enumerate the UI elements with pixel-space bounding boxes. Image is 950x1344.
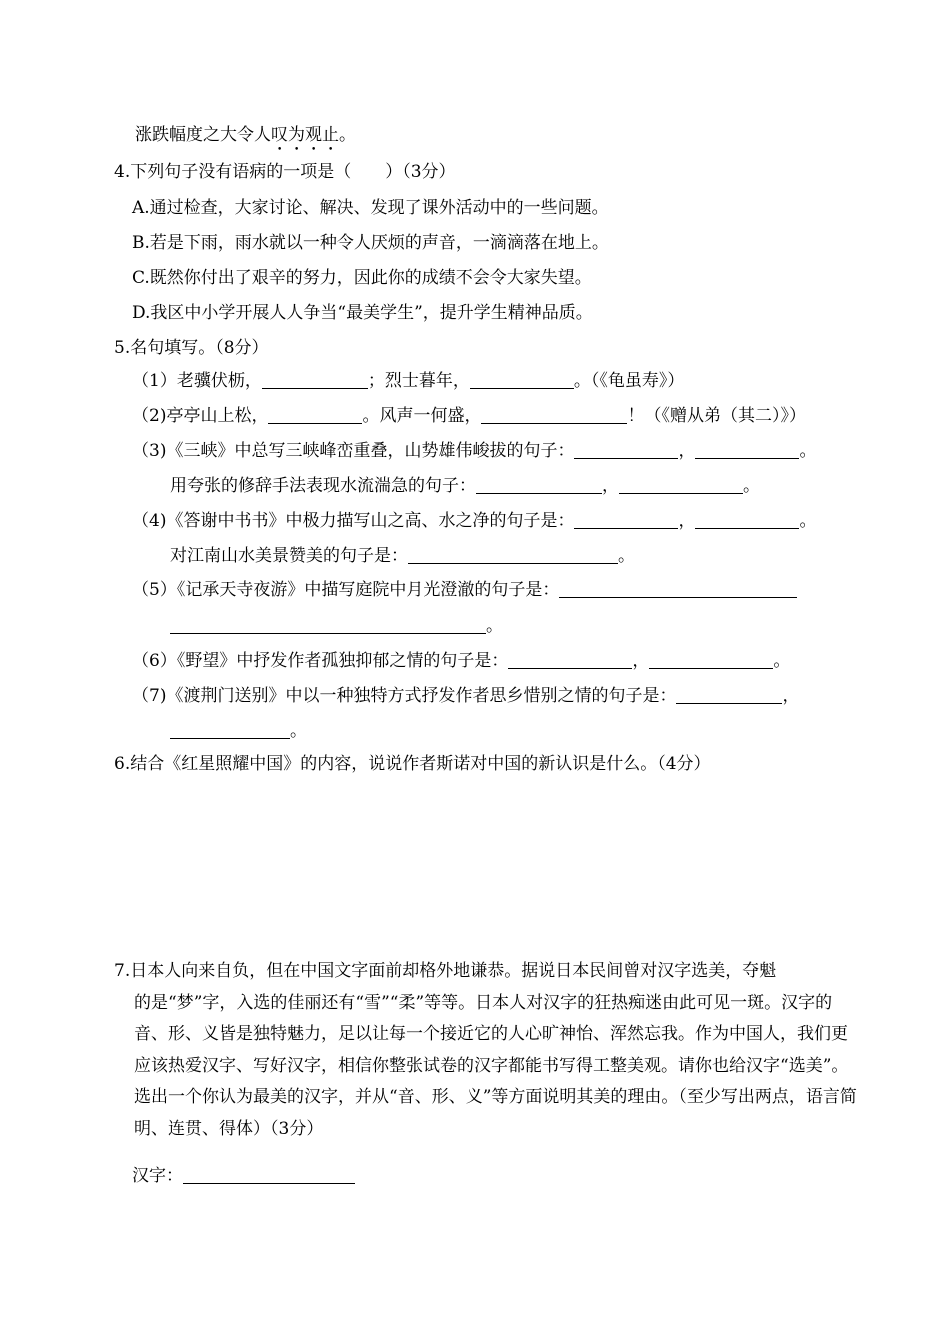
answer-blank[interactable] — [470, 371, 574, 389]
q5-item-7 — [132, 684, 799, 708]
q5-4-text-d: 对江南山水美景赞美的句子是： — [170, 546, 408, 566]
q5-stem: 5.名句填写。（8分） — [114, 338, 269, 358]
q4-option-b: B.若是下雨，雨水就以一种令人厌烦的声音，一滴滴落在地上。 — [132, 233, 609, 253]
q7-answer-label: 汉字： — [132, 1166, 183, 1186]
q4-option-a: A.通过检查，大家讨论、解决、发现了课外活动中的一些问题。 — [132, 198, 609, 218]
answer-blank[interactable] — [170, 721, 290, 739]
answer-blank[interactable] — [408, 546, 618, 564]
q5-item-5-line2 — [170, 614, 503, 638]
q5-item-3 — [132, 439, 816, 463]
q5-1-text-c: 。（《龟虽寿》） — [573, 371, 685, 391]
q5-7-text-a: （7)《渡荆门送别》中以一种独特方式抒发作者思乡惜别之情的句子是： — [132, 686, 677, 706]
q5-item-1 — [132, 369, 684, 393]
q7-first-line: 7.日本人向来自负，但在中国文字面前却格外地谦恭。据说日本民间曾对汉字选美，夺魁 — [114, 961, 777, 981]
q5-4-text-b: ， — [678, 511, 696, 531]
answer-blank[interactable] — [268, 406, 362, 424]
answer-blank[interactable] — [559, 580, 797, 598]
answer-blank[interactable] — [649, 651, 773, 669]
q5-5-text-a: （5）《记承天寺夜游》中描写庭院中月光澄澈的句子是： — [132, 580, 560, 600]
q5-3-text-d: 用夸张的修辞手法表现水流湍急的句子： — [170, 476, 476, 496]
q6-stem: 6.结合《红星照耀中国》的内容，说说作者斯诺对中国的新认识是什么。（4分） — [114, 754, 711, 774]
answer-blank[interactable] — [476, 476, 602, 494]
q5-4-text-e: 。 — [618, 546, 635, 566]
answer-blank[interactable] — [574, 441, 678, 459]
answer-blank[interactable] — [262, 371, 368, 389]
q5-item-2 — [132, 404, 806, 428]
q4-stem: 4.下列句子没有语病的一项是（ ）（3分） — [114, 162, 456, 182]
q5-6-text-c: 。 — [773, 651, 791, 671]
q5-3-text-c: 。 — [799, 441, 817, 461]
q7-answer-line — [132, 1164, 355, 1188]
answer-blank[interactable] — [695, 511, 799, 529]
answer-blank[interactable] — [481, 406, 627, 424]
answer-blank[interactable] — [676, 686, 782, 704]
answer-blank[interactable] — [574, 511, 678, 529]
q5-3-text-a: （3)《三峡》中总写三峡峰峦重叠，山势雄伟峻拔的句子： — [132, 441, 575, 461]
q5-7-text-c: 。 — [290, 721, 307, 741]
q6-answer-area[interactable] — [114, 790, 860, 940]
q5-item-6 — [132, 649, 790, 673]
answer-blank[interactable] — [695, 441, 799, 459]
q5-6-text-a: （6）《野望》中抒发作者孤独抑郁之情的句子是： — [132, 651, 509, 671]
intro-text-pre: 涨跌幅度之大令人 — [135, 125, 271, 145]
intro-text-post: 。 — [339, 125, 356, 145]
q5-2-text-a: （2)亭亭山上松， — [132, 406, 269, 426]
q5-3-text-e: ， — [602, 476, 619, 496]
q5-3-text-f: 。 — [743, 476, 760, 496]
answer-blank[interactable] — [183, 1166, 355, 1184]
q5-3-text-b: ， — [678, 441, 696, 461]
answer-blank[interactable] — [508, 651, 632, 669]
q5-2-text-b: 。风声一何盛， — [362, 406, 482, 426]
q7-paragraph — [114, 956, 860, 1145]
q5-4-text-c: 。 — [799, 511, 817, 531]
q7-body: 的是“梦”字，入选的佳丽还有“雪”“柔”等等。日本人对汉字的狂热痴迷由此可见一斑。汉字的音、形、义皆是独特魅力，足以让每一个接近它的人心旷神怡、浑然忘我。作为中国人，我们更应该热爱汉字、写好汉字，相信你整张试卷的汉字都能书写得工整美观。请你也给汉字“选美”。选出一个你认为最美的汉字，并从“音、形、义”等方面说明其美的理由。（至少写出两点，语言简明、连贯、得体）（3分） — [134, 992, 857, 1139]
q5-2-text-c: ！（《赠从弟（其二）》） — [627, 406, 806, 426]
q5-6-text-b: ， — [632, 651, 650, 671]
answer-blank[interactable] — [619, 476, 743, 494]
q5-1-text-a: （1）老骥伏枥， — [132, 371, 262, 391]
dotted-phrase: 叹为观止 — [271, 125, 339, 145]
q4-option-d: D.我区中小学开展人人争当“最美学生”，提升学生精神品质。 — [132, 303, 593, 323]
q5-item-5 — [132, 578, 797, 602]
q5-item-3-line2 — [170, 474, 760, 498]
q5-item-4 — [132, 509, 816, 533]
q5-item-7-line2 — [170, 719, 307, 743]
q5-4-text-a: （4)《答谢中书书》中极力描写山之高、水之净的句子是： — [132, 511, 575, 531]
intro-line — [135, 123, 356, 155]
q5-1-text-b: ；烈士暮年， — [367, 371, 470, 391]
answer-blank[interactable] — [170, 616, 486, 634]
q5-7-text-b: ， — [782, 686, 800, 706]
q5-5-text-b: 。 — [486, 616, 503, 636]
q5-item-4-line2 — [170, 544, 635, 568]
q4-option-c: C.既然你付出了艰辛的努力，因此你的成绩不会令大家失望。 — [132, 268, 592, 288]
